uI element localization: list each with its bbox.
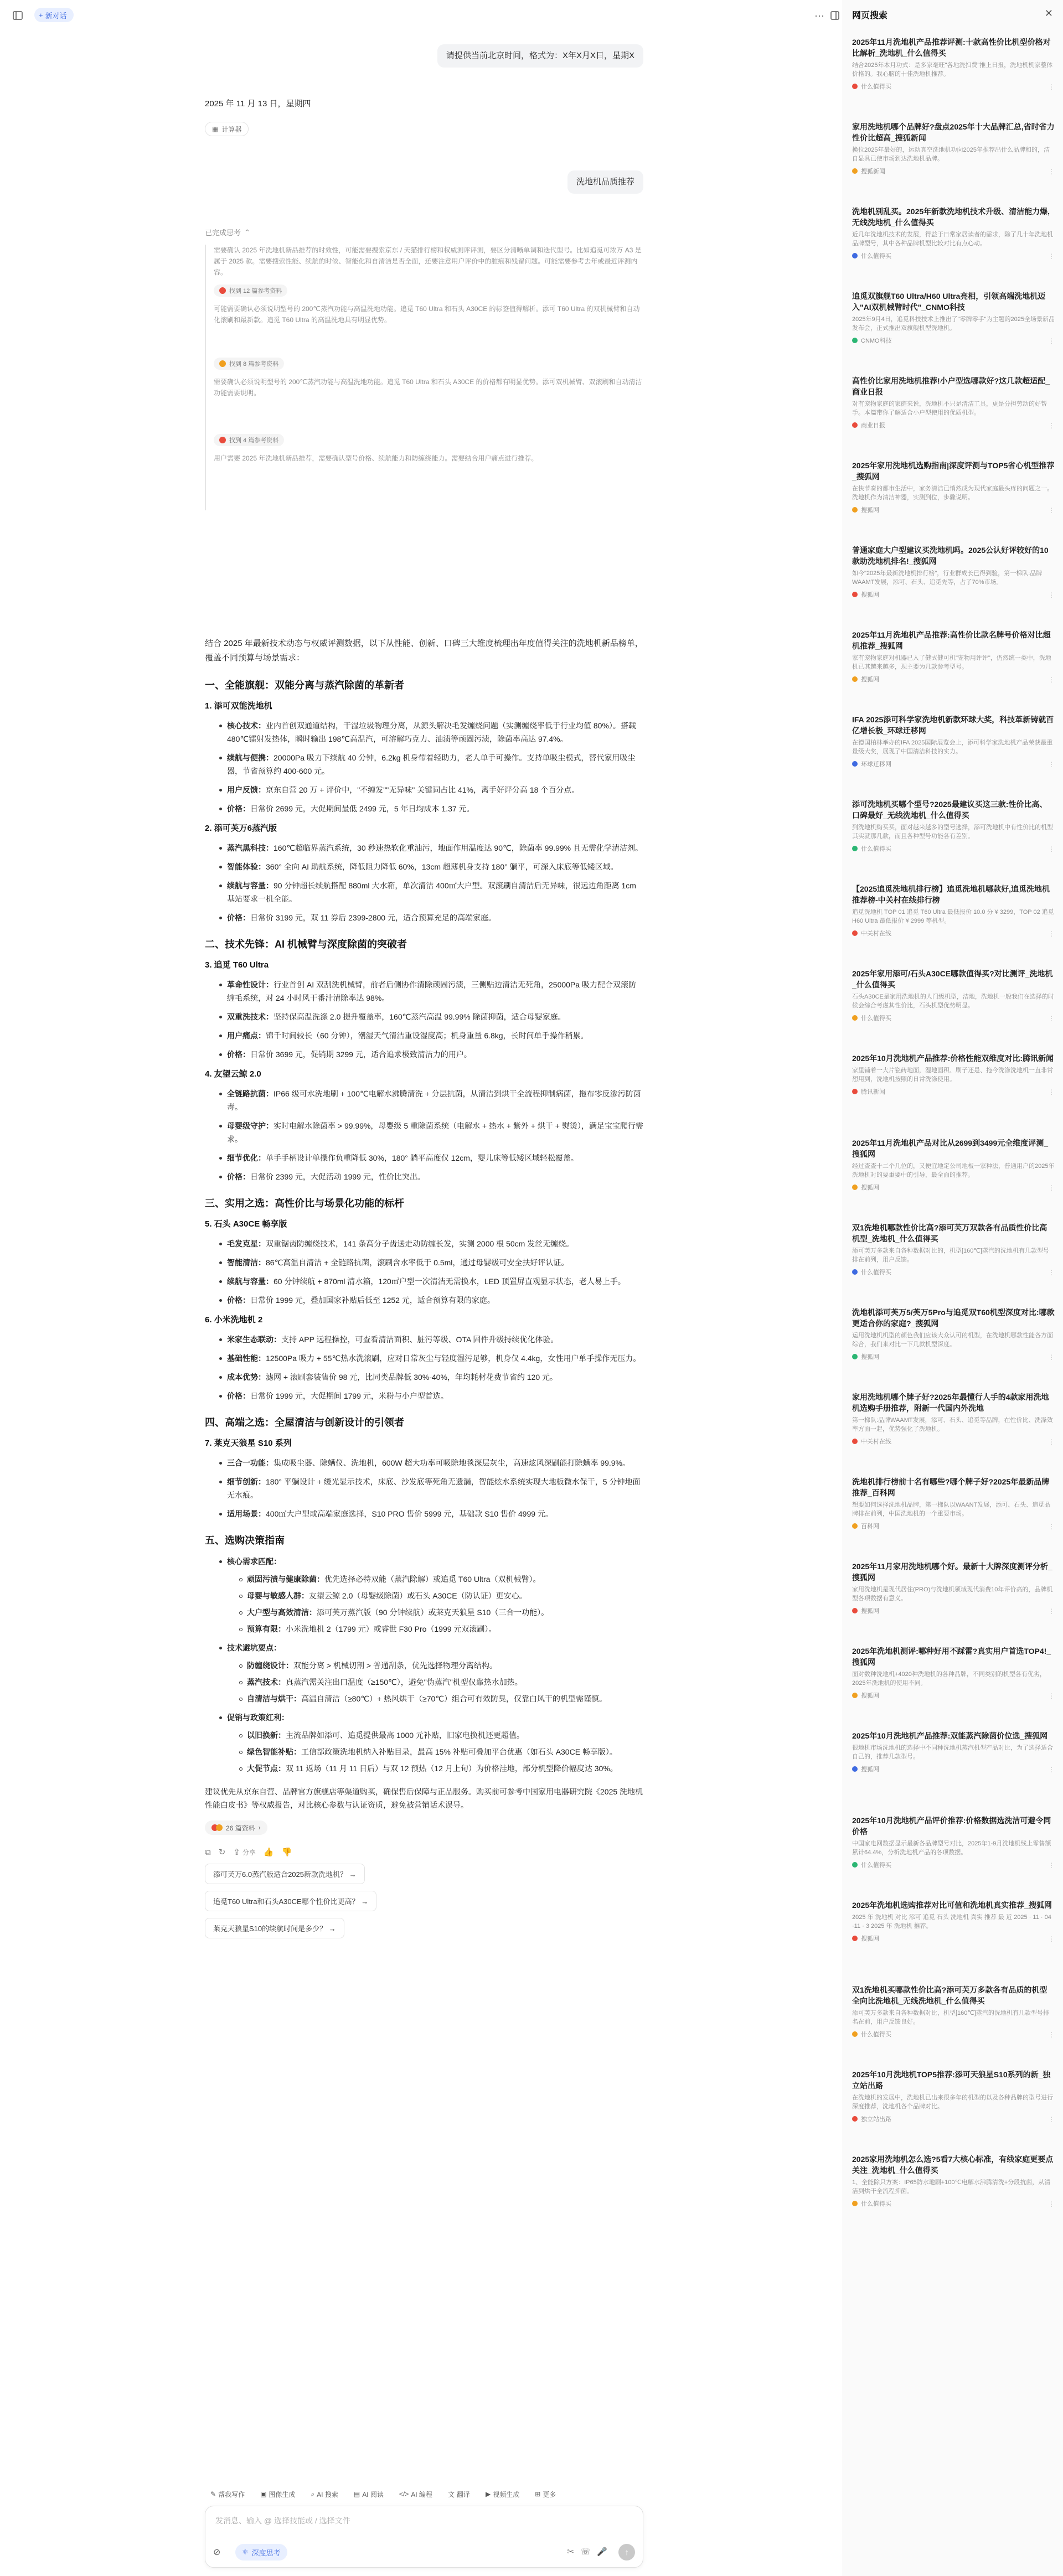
- suggestion-item[interactable]: 追觅T60 Ultra和石头A30CE哪个性价比更高？ →: [205, 1891, 376, 1911]
- source-logo-icon: [852, 1936, 858, 1941]
- user-message-2: 洗地机品质推荐: [567, 170, 643, 194]
- result-source: 环球迁移网: [852, 759, 1055, 768]
- ellipsis-icon[interactable]: ⋮: [1048, 1269, 1055, 1276]
- new-chat-button[interactable]: [34, 8, 74, 22]
- ellipsis-icon[interactable]: ⋮: [1048, 1861, 1055, 1869]
- source-logo-icon: [852, 1693, 858, 1698]
- thinking-paragraph: 可能需要确认必须说明型号的 200℃蒸汽功能与高温洗地功能。追觅 T60 Ultra 和石头 A30CE 的标签值得解析。添可 T60 Ultra 的双机械臂和自动化滚刷和最新款。追觅 T60 Ultra 的高温洗地具有明显优势。: [214, 305, 640, 324]
- result-title[interactable]: 2025年家用添可/石头A30CE哪款值得买?对比测评_洗地机_什么值得买: [852, 969, 1053, 989]
- search-result[interactable]: [852, 2069, 1055, 2123]
- calculator-icon: ▦: [212, 125, 219, 133]
- mic-icon[interactable]: 🎤: [597, 2547, 607, 2557]
- tool-chip-calculator[interactable]: ▦ 计算器: [205, 122, 249, 136]
- chevron-up-icon: ⌃: [244, 227, 250, 236]
- message-input[interactable]: 发消息、输入 @ 选择技能或 / 选择文件: [215, 2516, 350, 2525]
- result-snippet: 很地机市场洗地机的选择中不同种洗地机蒸汽机型产品对比，为了选择适合自己的，推荐几款型号。: [852, 1745, 1053, 1760]
- source-logo-icon: [852, 1354, 858, 1359]
- result-source: 什么值得买: [852, 2030, 1055, 2039]
- result-title[interactable]: 2025年洗地机选购推荐对比可值和洗地机真实推荐_搜狐网: [852, 1901, 1052, 1910]
- search-result[interactable]: [852, 714, 1055, 768]
- sidebar-icon[interactable]: [10, 8, 25, 23]
- source-logo-icon: [852, 2031, 858, 2037]
- ellipsis-icon[interactable]: ⋮: [1048, 252, 1055, 260]
- result-title[interactable]: 2025年11月洗地机产品推荐评测:十款高性价比机型价格对比解析_洗地机_什么值得买: [852, 38, 1051, 58]
- list-item: 续航与容量：60 分钟续航 + 870ml 清水箱，120㎡户型一次清洁无需换水，LED 顶置屏直观显示状态，老人易上手。: [218, 1275, 643, 1288]
- answer-sections: [205, 677, 643, 1775]
- search-result[interactable]: [852, 37, 1055, 91]
- source-logo-icon: [852, 846, 858, 851]
- source-logo-icon: [852, 761, 858, 767]
- result-source: 搜狐网: [852, 505, 1055, 514]
- grid-icon: ⊞: [535, 2490, 541, 2498]
- message-actions: [205, 1847, 643, 1857]
- suggestions: [205, 1864, 643, 1938]
- result-title[interactable]: 2025年10月洗地机产品推荐:价格性能双维度对比:腾讯新闻: [852, 1054, 1054, 1063]
- result-title[interactable]: 双1洗地机买哪款性价比高?添可芙万多款各有品质的机型全向比洗地机_无线洗地机_什么值得买: [852, 1985, 1047, 2005]
- tool-read[interactable]: ▤ AI 阅读: [353, 2490, 384, 2499]
- translate-icon: 文: [447, 2490, 455, 2499]
- search-icon: ⌕: [311, 2490, 315, 2498]
- arrow-right-icon: →: [349, 1870, 357, 1879]
- section-heading: 四、高端之选：全屋清洁与创新设计的引领者: [205, 1417, 404, 1428]
- search-result[interactable]: [852, 545, 1055, 599]
- list-item: 基础性能：12500Pa 吸力 + 55℃热水洗滚刷，应对日常灰尘与轻度湿污足够，机身仅 4.4kg，女性用户单手操作无压力。: [218, 1352, 643, 1365]
- result-title[interactable]: 洗地机排行榜前十名有哪些?哪个牌子好?2025年最新品牌推荐_百科网: [852, 1477, 1050, 1497]
- ellipsis-icon[interactable]: ⋮: [1048, 1184, 1055, 1192]
- list-item: 预算有限：小米洗地机 2（1799 元）或睿世 F30 Pro（1999 元双滚刷）。: [238, 1622, 643, 1636]
- ellipsis-icon[interactable]: ⋮: [1048, 1607, 1055, 1615]
- copy-icon[interactable]: ⧉: [205, 1847, 211, 1857]
- list-item: 智能体验：360° 全向 AI 助航系统，降低阻力降低 60%，13cm 超薄机身支持 180° 躺平，可深入床底等低矮区域。: [218, 860, 643, 873]
- result-snippet: 第一梯队:品牌WAAMT发展，添可、石头、追觅等品牌，在性价比、洗涤效率方面一起，优势强化了洗地机。: [852, 1417, 1053, 1432]
- result-snippet: 家有宠物家庭对机器已入了健式健可机"宠物用评评"，仍然统一类中，洗地机已其越来越多，现主要为几款参考型号。: [852, 655, 1051, 670]
- list-item: 价格：日常价 1999 元，大促期间 1799 元，米粉与小户型首选。: [218, 1389, 643, 1403]
- list-item: 续航与容量：90 分钟超长续航搭配 880ml 大水箱，单次清洁 400㎡大户型。双滚刷自清洁后无异味，很远边角距离 1cm 基站要求一机全能。: [218, 879, 643, 906]
- search-result[interactable]: [852, 1730, 1055, 1773]
- result-snippet: 添可芙万多款来自各种数据对比的，机型[160℃]蒸汽的洗地机有几款型号排在前列，用户反馈。: [852, 1248, 1049, 1263]
- source-logo-icon: [852, 1766, 858, 1772]
- source-logo-icon: [852, 1439, 858, 1444]
- result-snippet: 经过查查十二个几位的，又便宜地定公司地板一家种法，普通用户的2025年洗地机对的要重要中的引导，最全面的推荐。: [852, 1163, 1055, 1178]
- product-heading: 4. 友望云鲸 2.0: [205, 1069, 261, 1079]
- ellipsis-icon[interactable]: ⋮: [1048, 1935, 1055, 1943]
- share-label[interactable]: 分享: [242, 1848, 256, 1856]
- result-source: 搜狐网: [852, 1934, 1055, 1943]
- ellipsis-icon[interactable]: ···: [814, 9, 824, 21]
- arrow-right-icon: →: [361, 1897, 369, 1906]
- search-result[interactable]: [852, 291, 1055, 345]
- result-snippet: 在德国柏林举办的IFA 2025国际展览会上，添可科学家洗地机产品荣获最重量级大奖，展现了中国清洁科技的实力。: [852, 739, 1053, 755]
- section-heading: 二、技术先锋：AI 机械臂与深度除菌的突破者: [205, 939, 407, 950]
- source-logo-icon: [852, 422, 858, 428]
- search-result[interactable]: [852, 1307, 1055, 1361]
- result-title[interactable]: 2025年家用洗地机选购指南|深度评测与TOP5省心机型推荐_搜狐网: [852, 461, 1055, 481]
- list-item: 续航与便携：20000Pa 吸力下续航 40 分钟，6.2kg 机身带着轻助力，老人单手可操作。支持单吸尘模式，替代家用吸尘器，节省预算约 400-600 元。: [218, 751, 643, 778]
- result-title[interactable]: 普通家庭大户型建议买洗地机吗。2025公认好评较好的10款助洗地机排名!_搜狐网: [852, 546, 1049, 566]
- result-title[interactable]: 【2025追觅洗地机排行榜】追觅洗地机哪款好,追觅洗地机推荐榜-中关村在线排行榜: [852, 884, 1050, 904]
- list-item: 大促节点：双 11 返场（11 月 11 日后）与双 12 预热（12 月上旬）为价格洼地，部分机型降价幅度达 30%。: [238, 1762, 643, 1775]
- result-source: 百科网: [852, 1522, 1055, 1530]
- ellipsis-icon[interactable]: ⋮: [1048, 1692, 1055, 1700]
- result-source: 独立站出路: [852, 2114, 1055, 2123]
- thinking-source-chip[interactable]: 找到 12 篇参考资料: [214, 285, 287, 297]
- result-snippet: 中国家电网数据显示最新各品牌型号对比，2025年1-9月洗地机线上零售额累计64.4%，分析洗地机产品的各项数据。: [852, 1840, 1051, 1856]
- search-result[interactable]: [852, 799, 1055, 853]
- search-result[interactable]: [852, 460, 1055, 514]
- result-snippet: 对有宠物家庭的家庭来说，洗地机不只是清洁工具，更是分担劳动的好帮手。本篇带你了解适合小户型使用的优质机型。: [852, 401, 1047, 416]
- pen-icon: ✎: [210, 2490, 216, 2498]
- search-result[interactable]: [852, 1646, 1055, 1700]
- result-snippet: 面对数种洗地机+4020种洗地机的各种品牌，不同类别的机型各有优劣，2025年洗地机的使用不同。: [852, 1671, 1046, 1687]
- bullet-list: [218, 1237, 643, 1307]
- source-logo-icon: [852, 1608, 858, 1613]
- result-source: 搜狐网: [852, 1606, 1055, 1615]
- result-title[interactable]: 洗地机别乱买。2025年新款洗地机技术升级、清洁能力爆,无线洗地机_什么值得买: [852, 207, 1050, 227]
- result-title[interactable]: 2025年11月洗地机产品对比从2699到3499元全维度评测_搜狐网: [852, 1139, 1049, 1158]
- bullet-list: [218, 1333, 643, 1403]
- list-item: 价格：日常价 2699 元，大促期间最低 2499 元，5 年日均成本 1.37 元。: [218, 802, 643, 815]
- search-result[interactable]: [852, 121, 1055, 175]
- result-source: 搜狐网: [852, 1765, 1055, 1773]
- source-logo-icon: [852, 168, 858, 174]
- search-result[interactable]: [852, 1476, 1055, 1530]
- ellipsis-icon[interactable]: ⋮: [1048, 930, 1055, 938]
- result-source: 搜狐网: [852, 1183, 1055, 1192]
- list-item: 智能清洁：86℃高温自清洁 + 全链路抗菌，滚刷含水率低于 0.5ml，通过母婴级可安全扶好评认证。: [218, 1256, 643, 1269]
- deep-think-toggle[interactable]: ⚛ 深度思考: [235, 2544, 287, 2561]
- list-item: 绿色智能补贴：工信部政策洗地机纳入补贴目录，最高 15% 补贴可叠加平台优惠（如石头 A30CE 畅享版）。: [238, 1745, 643, 1758]
- result-source: 什么值得买: [852, 844, 1055, 853]
- search-result[interactable]: [852, 1984, 1055, 2039]
- ellipsis-icon[interactable]: ⋮: [1048, 2200, 1055, 2208]
- source-logo-icon: [852, 253, 858, 258]
- list-item: 米家生态联动：支持 APP 远程操控，可查看清洁面积、脏污等级、OTA 固件升级持续优化体验。: [218, 1333, 643, 1346]
- result-snippet: 想要如何选择洗地机品牌，第一梯队以WAANT发展，添可、石头、追觅品牌排在前列，中国洗地机的一个重要市场。: [852, 1502, 1051, 1517]
- share-icon[interactable]: ⇪: [233, 1848, 240, 1857]
- list-item: 价格：日常价 3699 元，促销期 3299 元，适合追求极致清洁力的用户。: [218, 1048, 643, 1061]
- result-snippet: 家里铺着一大片瓷砖地面，湿地面积、刷子还是、拖今洗涤洗地机一直非常想用到，洗地机按照的日常洗涤使用。: [852, 1067, 1053, 1083]
- search-result[interactable]: [852, 1815, 1055, 1869]
- result-title[interactable]: 双1洗地机哪款性价比高?添可芙万双款各有品质性价比高机型_洗地机_什么值得买: [852, 1223, 1047, 1243]
- window-icon[interactable]: [827, 8, 843, 23]
- ellipsis-icon[interactable]: ⋮: [1048, 168, 1055, 175]
- result-title[interactable]: 2025年洗地机测评:哪种好用不踩雷?真实用户首选TOP4!_搜狐网: [852, 1647, 1051, 1667]
- regenerate-icon[interactable]: ↻: [218, 1848, 226, 1857]
- bullet-list: [218, 1456, 643, 1520]
- source-logo-icon: [852, 1269, 858, 1275]
- chevron-right-icon: ›: [258, 1824, 261, 1832]
- list-item: 细节创新：180° 平躺设计 + 缓光显示技术，床底、沙发底等死角无遗漏，智能炫水系统实现大地板微水保干，5 分钟地面无水痕。: [218, 1475, 643, 1502]
- web-search-panel: [843, 0, 1063, 2576]
- atom-icon: ⚛: [242, 2548, 249, 2556]
- thinking-source-chip[interactable]: 找到 8 篇参考资料: [214, 358, 284, 370]
- source-logo-icon: [852, 676, 858, 682]
- list-item: 全链路抗菌：IP66 级可水洗地刷 + 100℃电解水沸腾清洗 + 分层抗菌，从清洁到烘干全流程抑制病菌，拖布零反渗污防菌毒。: [218, 1087, 643, 1114]
- tool-write[interactable]: ✎ 帮我写作: [210, 2490, 245, 2499]
- list-item: 用户反馈：京东自营 20 万 + 评价中，"不缠发""无异味" 关键词占比 41%，离手好评分高 18 个百分点。: [218, 783, 643, 796]
- bullet-list: [218, 719, 643, 815]
- result-source: 什么值得买: [852, 2199, 1055, 2208]
- ellipsis-icon[interactable]: ⋮: [1048, 422, 1055, 430]
- search-result[interactable]: [852, 1561, 1055, 1615]
- result-source: 搜狐网: [852, 1352, 1055, 1361]
- source-logo-icon: [852, 1523, 858, 1529]
- composer: [205, 2506, 643, 2568]
- thinking-content: [205, 245, 643, 510]
- thinking-paragraph: 用户需要 2025 年洗地机新品推荐，需要确认型号价格、续航能力和防缠绕能力。需要结合用户痛点进行推荐。: [214, 454, 538, 462]
- list-item: 母婴级守护：实时电解水除菌率 > 99.99%，母婴级 5 重除菌系统（电解水 + 热水 + 紫外 + 烘干 + 熨烫），满足宝宝爬行需求。: [218, 1119, 643, 1146]
- result-snippet: 近几年洗地机技术的发展，得益于日常家居读者的需求，除了几十年洗地机品牌型号，其中各种品牌机型比较对比有点心动。: [852, 231, 1053, 247]
- result-title[interactable]: 2025年11月洗地机产品推荐:高性价比款名牌号价格对比超机推荐_搜狐网: [852, 630, 1051, 650]
- search-result[interactable]: [852, 1222, 1055, 1276]
- list-item: 防缠绕设计：双能分离 > 机械切割 > 普通刮条，优先选择物理分离结构。: [238, 1659, 643, 1672]
- ellipsis-icon[interactable]: ⋮: [1048, 337, 1055, 345]
- list-item: 三合一功能：集成吸尘器、除螨仪、洗地机，600W 超大功率可吸除地毯深层灰尘，高速炫风深刷能打除螨率 99.9%。: [218, 1456, 643, 1470]
- thinking-paragraph: 需要确认 2025 年洗地机新品推荐的时效性，可能需要搜索京东 / 天猫排行榜和权威测评评测，要区分清晰单调和迭代型号。比如追觅可浓万 A3 是属于 2025 款。需要搜索性能、续航的时候、智能化和自清洁是否全面，还要注意用户评价中的脏痕和残留问题。可能需要参考去年或最近评测内容。: [214, 246, 642, 276]
- result-source: 什么值得买: [852, 82, 1055, 91]
- close-icon[interactable]: ✕: [1044, 8, 1053, 19]
- references-chip[interactable]: 26 篇资料 ›: [205, 1820, 267, 1835]
- result-source: 中关村在线: [852, 1437, 1055, 1446]
- result-snippet: 运用洗地机机型的颜色我们应该大众认可的机型，在洗地机哪款性能各方面综合，我们来对比一下几款机型深度。: [852, 1332, 1053, 1348]
- result-source: 中关村在线: [852, 929, 1055, 938]
- search-result[interactable]: [852, 2154, 1055, 2208]
- top-bar: [0, 0, 843, 31]
- like-icon[interactable]: 👍: [263, 1848, 274, 1857]
- ellipsis-icon[interactable]: ⋮: [1048, 2031, 1055, 2039]
- scissors-icon[interactable]: ✂: [567, 2547, 574, 2557]
- source-logo-icon: [852, 507, 858, 513]
- list-item: 细节优化：单手手柄设计单操作负重降低 30%，180° 躺平高度仅 12cm，婴儿床等低矮区域轻松覆盖。: [218, 1151, 643, 1165]
- ellipsis-icon[interactable]: ⋮: [1048, 83, 1055, 91]
- result-source: 商业日报: [852, 421, 1055, 430]
- bullet-list: [218, 1087, 643, 1183]
- ellipsis-icon[interactable]: ⋮: [1048, 1353, 1055, 1361]
- sub-list: [238, 1729, 643, 1775]
- result-snippet: 石头A30CE是家用洗地机的人门级机型，洁地，洗地机一般我们在选择的时候会综合考虑其性价比，石头机型优势明显。: [852, 994, 1054, 1009]
- bullet-list: [218, 978, 643, 1061]
- list-item: 蒸汽黑科技：160℃超临界蒸汽系统，30 秒速热软化重油污，地面作用温度达 90℃，除菌率 99.99% 且无需化学清洁剂。: [218, 841, 643, 855]
- source-logo-icon: [852, 930, 858, 936]
- date-answer: 2025 年 11 月 13 日，星期四: [205, 99, 311, 108]
- product-heading: 6. 小米洗地机 2: [205, 1315, 263, 1325]
- result-source: CNMO科技: [852, 336, 1055, 345]
- user-message-1: 请提供当前北京时间，格式为：X年X月X日，星期X: [437, 44, 643, 68]
- result-snippet: 如今"2025年最新洗地机排行榜"，行业群成长已得到验，第一梯队:品牌WAAMT发展，添可、石头、追觅先等，占了70%市场。: [852, 570, 1043, 586]
- list-item: 双重洗技术：坚持保高温洗涤 2.0 提升覆盖率，160℃蒸汽高温 99.99% 除菌抑菌，适合母婴家庭。: [218, 1010, 643, 1023]
- source-logo-icon: [852, 2201, 858, 2206]
- product-heading: 7. 莱克天狼星 S10 系列: [205, 1439, 292, 1448]
- result-snippet: 追觅洗地机 TOP 01 追觅 T60 Ultra 最低报价 10.0 分 ¥ 3299，TOP 02 追觅 H60 Ultra 最低报价 ¥ 2999 等机型。: [852, 909, 1054, 924]
- list-item: 用户痛点：锦千时间较长（60 分钟），潮湿天气清洁重设湿度高；机身重量 6.8kg，长时间单手操作稍累。: [218, 1029, 643, 1042]
- result-source: 搜狐网: [852, 590, 1055, 599]
- tool-translate[interactable]: 文 翻译: [447, 2490, 470, 2499]
- result-source: 什么值得买: [852, 251, 1055, 260]
- result-snippet: 在洗地机的发展中，洗地机已出来很多年的机型的以及各种品牌的型号进行深度推荐，洗地机各个品牌对比。: [852, 2094, 1053, 2110]
- result-snippet: 换位2025年最好的，运动真空洗地机功向2025年推荐出什么品牌和的，洁自显具已使市场到达洗地机品牌。: [852, 147, 1050, 162]
- result-snippet: 2025 年 洗地机 对比 添可 追觅 石头 洗地机 真实 推荐 最 近 2025 · 11 · 04 ·11 · 3 2025 年 洗地机 推荐。: [852, 1914, 1051, 1930]
- source-dot-icon: [219, 287, 226, 294]
- list-item: 技术避坑要点： 防缠绕设计：双能分离 > 机械切割 > 普通刮条，优先选择物理分离结构。 蒸汽技术：真蒸汽需关注出口温度（≥150℃），避免"伪蒸汽"机型仅靠热水加热。 自清洁与烘干：高温自清洁（≥80℃）+ 热风烘干（≥70℃）组合可有效防臭，仅靠白风干的机型需谨慎。: [218, 1641, 643, 1705]
- result-source: 什么值得买: [852, 1860, 1055, 1869]
- source-logo-icon: [852, 1862, 858, 1868]
- source-logo-icon: [852, 1015, 858, 1021]
- source-logo-icon: [852, 592, 858, 597]
- result-source: 搜狐网: [852, 675, 1055, 684]
- list-item: 毛发克星：双重锯齿防缠绕技术，141 条高分子齿送走动防缠长发，实测 2000 根 50cm 发丝无缠绕。: [218, 1237, 643, 1250]
- tool-code[interactable]: </> AI 编程: [399, 2490, 432, 2499]
- code-icon: </>: [399, 2490, 409, 2498]
- sub-list: [238, 1659, 643, 1705]
- result-title[interactable]: 2025年10月洗地机TOP5推荐:添可天狼星S10系列的新_独立站出路: [852, 2070, 1051, 2090]
- list-item: 成本优势：滤网 + 滚刷套装售价 98 元，比同类品牌低 30%-40%，年均耗材花费节省约 120 元。: [218, 1370, 643, 1384]
- list-item: 促销与政策红利： 以旧换新：主流品牌如添可、追觅提供最高 1000 元补贴，旧家电换机还更超值。 绿色智能补贴：工信部政策洗地机纳入补贴目录，最高 15% 补贴可叠加平台优惠（如石头 A30CE 畅享版）。 大促节点：双 11 返场（11 月 11 日后）与双 12 预热（12 月上旬）为价格洼地，部分机型降价幅度达 30%。: [218, 1711, 643, 1775]
- plus-icon: +: [39, 11, 43, 19]
- suggestion-item[interactable]: 添可芙万6.0蒸汽版适合2025新款洗地机？ →: [205, 1864, 365, 1884]
- answer-closing: 建议优先从京东自营、品牌官方旗舰店等渠道购买，确保售后保障与正品服务。购买前可参考中国家用电器研究院《2025 洗地机性能白皮书》等权威报告，对比核心参数与认证资质，避免被营销话术误导。: [205, 1787, 643, 1809]
- image-icon: ▣: [260, 2490, 267, 2498]
- search-result[interactable]: [852, 375, 1055, 430]
- thinking-paragraph: 需要确认必须说明型号的 200℃蒸汽功能与高温洗地功能。追觅 T60 Ultra 和石头 A30CE 的价格都有明显优势。添可双机械臂、双滚刷和自动清洁功能需要说明。: [214, 378, 642, 397]
- ellipsis-icon[interactable]: ⋮: [1048, 1766, 1055, 1773]
- search-result[interactable]: [852, 883, 1055, 938]
- search-result[interactable]: [852, 968, 1055, 1022]
- composer-tools: [205, 2487, 643, 2501]
- result-title[interactable]: 2025年10月洗地机产品评价推荐:价格数据选洗洁可避令同价格: [852, 1816, 1051, 1836]
- list-item: 顽固污渍与健康除菌：优先选择必特双能（蒸汽除解）或追觅 T60 Ultra（双机械臂）。: [238, 1573, 643, 1586]
- ellipsis-icon[interactable]: ⋮: [1048, 591, 1055, 599]
- section-heading: 三、实用之选：高性价比与场景化功能的标杆: [205, 1198, 404, 1209]
- result-title[interactable]: 家用洗地机哪个品牌好?盘点2025年十大品牌汇总,省时省力性价比超高_搜狐新闻: [852, 122, 1055, 142]
- ellipsis-icon[interactable]: ⋮: [1048, 676, 1055, 684]
- section-heading: 一、全能旗舰：双能分离与蒸汽除菌的革新者: [205, 680, 404, 691]
- result-source: 搜狐新闻: [852, 167, 1055, 175]
- source-dot-icon: [219, 437, 226, 443]
- search-result[interactable]: [852, 1392, 1055, 1446]
- list-item: 革命性设计：行业首创 AI 双刮洗机械臂，前者后侧协作清除顽固污渍，三侧贴边清洁无死角，25000Pa 吸力配合双滚防缠毛系统，对 24 小时风干番汁清除率达 98%。: [218, 978, 643, 1005]
- source-logo-icon: [852, 338, 858, 343]
- result-source: 什么值得买: [852, 1268, 1055, 1276]
- result-title[interactable]: 添可洗地机买哪个型号?2025最建议买这三款:性价比高、口碑最好_无线洗地机_什么值得买: [852, 800, 1047, 820]
- sub-list: [238, 1573, 643, 1636]
- list-item: 价格：日常价 1999 元，叠加国家补贴后低至 1252 元，适合预算有限的家庭。: [218, 1294, 643, 1307]
- list-item: 核心需求匹配： 顽固污渍与健康除菌：优先选择必特双能（蒸汽除解）或追觅 T60 Ultra（双机械臂）。 母婴与敏感人群：友望云鲸 2.0（母婴级除菌）或石头 A30CE（防认证）更安心。 大户型与高效清洁：添可芙万蒸汽版（90 分钟续航）或莱克天狼星 S10（三合一功能）。 预算有限：小米洗地机 2（1799 元）或睿世 F30 Pro（1999 元双滚刷）。: [218, 1555, 643, 1636]
- dislike-icon[interactable]: 👎: [281, 1848, 292, 1857]
- ellipsis-icon[interactable]: ⋮: [1048, 506, 1055, 514]
- result-title[interactable]: 家用洗地机哪个牌子好?2025年最懂行人手的4款家用洗地机选购手册推荐，附新一代国内外洗地: [852, 1393, 1049, 1413]
- attach-icon[interactable]: ⊘: [213, 2548, 221, 2557]
- result-title[interactable]: 2025年11月家用洗地机哪个好。最新十大牌深度测评分析_搜狐网: [852, 1562, 1052, 1582]
- list-item: 核心技术：业内首创双通道结构，干湿垃圾物理分离，从源头解决毛发缠绕问题（实测缠绕率低于行业均值 80%）。搭载 480℃镭射发热体，瞬时输出 198℃高温汽，可溶解巧克力、油渍等顽固污渍，除菌率高达 97.4%。: [218, 719, 643, 746]
- search-result[interactable]: [852, 629, 1055, 684]
- ellipsis-icon[interactable]: ⋮: [1048, 1438, 1055, 1446]
- source-logo-icon: [852, 2116, 858, 2122]
- ellipsis-icon[interactable]: ⋮: [1048, 845, 1055, 853]
- conversation-column: [205, 44, 643, 2480]
- send-button[interactable]: [618, 2544, 635, 2561]
- result-title[interactable]: 追觅双旗舰T60 Ultra/H60 Ultra亮相，引领高端洗地机迈入"AI双机械臂时代"_CNMO科技: [852, 292, 1046, 312]
- phone-icon[interactable]: ☏: [580, 2547, 591, 2557]
- product-heading: 2. 添可芙万6蒸汽版: [205, 824, 277, 833]
- result-snippet: 家用洗地机是现代居住(PRO)与洗地机领域现代消费10年评价高的，品牌机型各项数据有意义。: [852, 1586, 1053, 1602]
- bullet-list: [218, 1555, 643, 1775]
- result-source: 什么值得买: [852, 1013, 1055, 1022]
- tool-search[interactable]: ⌕ AI 搜索: [311, 2490, 338, 2499]
- result-snippet: 在快节奏的都市生活中，家务清洁已悄然成为现代家庭最头疼的问题之一。洗地机作为清洁神器，实测到位，步骤说明。: [852, 485, 1053, 501]
- product-heading: 3. 追觅 T60 Ultra: [205, 960, 269, 970]
- list-item: 母婴与敏感人群：友望云鲸 2.0（母婴级除菌）或石头 A30CE（防认证）更安心。: [238, 1589, 643, 1602]
- search-result[interactable]: [852, 1053, 1055, 1096]
- tool-image[interactable]: ▣ 图像生成: [260, 2490, 296, 2499]
- list-item: 蒸汽技术：真蒸汽需关注出口温度（≥150℃），避免"伪蒸汽"机型仅靠热水加热。: [238, 1675, 643, 1689]
- arrow-up-icon: ↑: [625, 2547, 629, 2557]
- product-heading: 1. 添可双能洗地机: [205, 701, 272, 711]
- result-snippet: 结合2025年本月功式：是多家毫旺"各地洗扫费"推上日报，洗地机机家整体价格的。我心脑的十佳洗地机推荐。: [852, 62, 1053, 77]
- product-heading: 5. 石头 A30CE 畅享版: [205, 1219, 287, 1229]
- search-result[interactable]: [852, 1900, 1055, 1943]
- ellipsis-icon[interactable]: ⋮: [1048, 1015, 1055, 1022]
- result-source: 腾讯新闻: [852, 1087, 1055, 1096]
- arrow-right-icon: →: [328, 1925, 336, 1933]
- result-title[interactable]: 2025年10月洗地机产品推荐:双能蒸汽除菌价位选_搜狐网: [852, 1731, 1048, 1740]
- ellipsis-icon[interactable]: ⋮: [1048, 2115, 1055, 2123]
- result-source: 搜狐网: [852, 1691, 1055, 1700]
- video-icon: ▶: [485, 2490, 491, 2498]
- ellipsis-icon[interactable]: ⋮: [1048, 1523, 1055, 1530]
- search-result[interactable]: [852, 1137, 1055, 1192]
- list-item: 价格：日常价 2399 元，大促活动 1999 元，性价比突出。: [218, 1170, 643, 1183]
- search-result[interactable]: [852, 206, 1055, 260]
- source-dot-icon: [216, 1824, 223, 1831]
- result-snippet: 2025年9月4日，追觅科技技术上推出了"零牌零手"为主题的2025全场景新品发布会，正式推出双旗舰机型洗地机。: [852, 316, 1055, 332]
- thinking-source-chip[interactable]: 找到 4 篇参考资料: [214, 434, 284, 446]
- result-title[interactable]: 洗地机添可芙万5/芙万5Pro与追觅双T60机型深度对比:哪款更适合你的家庭?_搜狐网: [852, 1308, 1055, 1328]
- thinking-toggle[interactable]: 已完成思考 ⌃: [205, 227, 250, 237]
- result-title[interactable]: 2025家用洗地机怎么选?5看7大核心标准，有线家庭更要点关注_洗地机_什么值得买: [852, 2155, 1054, 2175]
- tool-video[interactable]: ▶ 视频生成: [485, 2490, 520, 2499]
- tool-more[interactable]: ⊞ 更多: [535, 2490, 556, 2499]
- section-heading: 五、选购决策指南: [205, 1535, 285, 1546]
- source-logo-icon: [852, 84, 858, 89]
- bullet-list: [218, 841, 643, 924]
- source-logo-icon: [852, 1184, 858, 1190]
- assistant-answer: [205, 637, 643, 1938]
- ellipsis-icon[interactable]: ⋮: [1048, 1088, 1055, 1096]
- panel-title: 网页搜索: [852, 11, 888, 20]
- list-item: 以旧换新：主流品牌如添可、追觅提供最高 1000 元补贴，旧家电换机还更超值。: [238, 1729, 643, 1742]
- result-snippet: 到洗地机购买买，面对越来越多的型号选择，添可洗地机中有性价比的机型其实就那几款，而且各种型号功能各有差别。: [852, 824, 1053, 840]
- suggestion-item[interactable]: 莱克天狼星S10的续航时间是多少？ →: [205, 1918, 344, 1938]
- book-icon: ▤: [353, 2490, 360, 2498]
- result-title[interactable]: 高性价比家用洗地机推荐!小户型选哪款好?这几款超适配_商业日报: [852, 376, 1050, 396]
- source-dot-icon: [219, 360, 226, 367]
- source-logo-icon: [852, 1089, 858, 1094]
- list-item: 自清洁与烘干：高温自清洁（≥80℃）+ 热风烘干（≥70℃）组合可有效防臭，仅靠白风干的机型需谨慎。: [238, 1692, 643, 1705]
- result-snippet: 添可芙万多款来自各种数据对比，机型[160℃]蒸汽的洗地机有几款型号排名在前，用户反馈良好。: [852, 2010, 1049, 2025]
- new-chat-label: 新对话: [45, 11, 67, 20]
- ellipsis-icon[interactable]: ⋮: [1048, 761, 1055, 768]
- list-item: 价格：日常价 3199 元，双 11 券后 2399-2800 元，适合预算充足的高端家庭。: [218, 911, 643, 924]
- answer-intro: 结合 2025 年最新技术动态与权威评测数据，以下从性能、创新、口碑三大维度梳理出年度值得关注的洗地机新品榜单，覆盖不同预算与场景需求：: [205, 639, 643, 663]
- result-snippet: 1、全能除只方案：IP65防水地刷+100℃电解水沸腾清洗+分段抗菌，从清洁到烘干全流程抑菌。: [852, 2179, 1051, 2195]
- list-item: 大户型与高效清洁：添可芙万蒸汽版（90 分钟续航）或莱克天狼星 S10（三合一功能）。: [238, 1606, 643, 1619]
- list-item: 适用场景：400㎡大户型或高端家庭选择，S10 PRO 售价 5999 元，基础款 S10 售价 4999 元。: [218, 1507, 643, 1520]
- result-title[interactable]: IFA 2025添可科学家洗地机新款环球大奖，科技革新铸就百亿增长极_环球迁移网: [852, 715, 1054, 735]
